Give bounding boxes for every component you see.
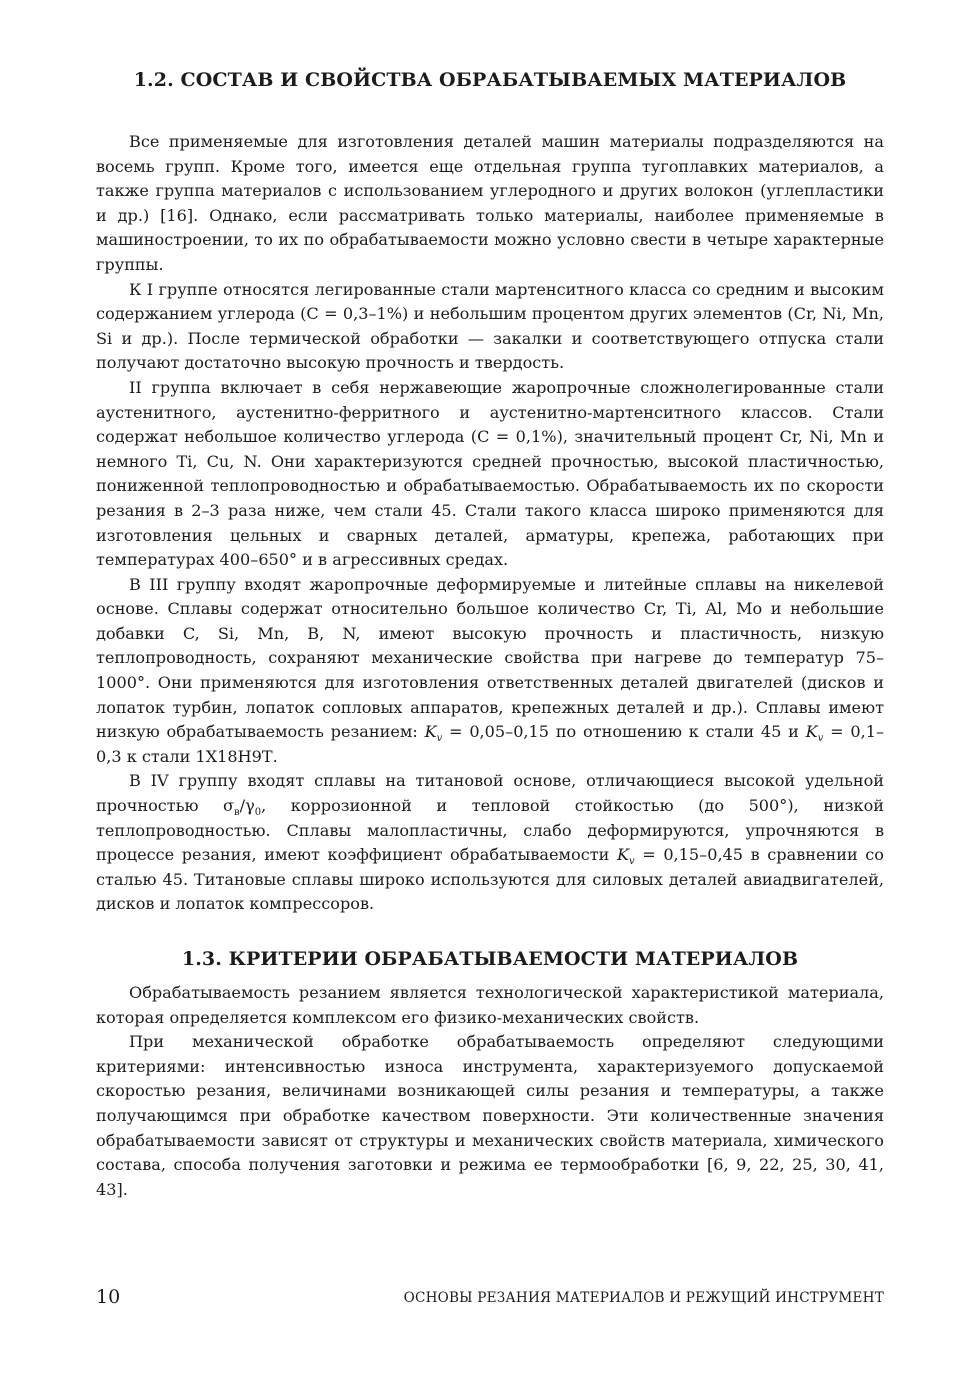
text-run: В IV группу входят сплавы на титановой основе, отличающиеся высокой удельной прочностью σ <box>96 771 884 816</box>
gamma-subscript: 0 <box>254 807 262 819</box>
gamma-symbol: /γ <box>239 796 255 816</box>
page-footer <box>96 1286 884 1312</box>
section-heading-1-2: 1.2. СОСТАВ И СВОЙСТВА ОБРАБАТЫВАЕМЫХ МАТЕРИАЛОВ <box>133 69 847 91</box>
text-run: = 0,1–0,3 к стали 1Х18Н9Т. <box>96 722 885 766</box>
paragraph-1-3-criteria: При механической обработке обрабатываемость определяют следующими критериями: интенсивностью износа инструмента, характеризуемого допускаемой скоростью резания, величинами возникающей силы резания и температуры, а также получающимся при обработке качеством поверхности. Эти количественные значения обрабатываемости зависят от структуры и механических свойств материала, химического состава, способа получения заготовки и режима ее термообработки [6, 9, 22, 25, 30, 41, 43]. <box>96 1032 884 1199</box>
page-number: 10 <box>96 1286 121 1308</box>
running-title: ОСНОВЫ РЕЗАНИЯ МАТЕРИАЛОВ И РЕЖУЩИЙ ИНСТРУМЕНТ <box>403 1290 884 1306</box>
paragraph-group-1: К I группе относятся легированные стали мартенситного класса со средним и высоким содержанием углерода (C = 0,3–1%) и небольшим процентом других элементов (Cr, Ni, Mn, Si и др.). После термической обработки — закалки и соответствующего отпуска стали получают достаточно высокую прочность и твердость. <box>96 279 884 373</box>
section-heading-1-3: 1.3. КРИТЕРИИ ОБРАБАТЫВАЕМОСТИ МАТЕРИАЛОВ <box>181 948 799 970</box>
text-run: В III группу входят жаропрочные деформируемые и литейные сплавы на никелевой основе. Сплавы содержат относительно большое количество Cr, Ti, Al, Mo и небольшие добавки C, Si, Mn, B, N, имеют высокую прочность и пластичность, низкую теплопроводность, сохраняют механические свойства при нагреве до температур 75–1000°. Они применяются для изготовления ответственных деталей двигателей (дисков и лопаток турбин, лопаток сопловых аппаратов, крепежных деталей и др.). Сплавы имеют низкую обрабатываемость резанием: <box>96 574 884 742</box>
paragraph-group-3 <box>96 573 884 770</box>
kv-symbol: K <box>616 845 629 865</box>
kv-subscript: v <box>817 733 824 745</box>
text-run: , коррозионной и тепловой стойкостью (до 500°), низкой теплопроводностью. Сплавы малопластичны, слабо деформируются, упрочняются в процессе резания, имеют коэффициент обрабатываемости <box>96 796 884 865</box>
kv-symbol: K <box>424 722 437 742</box>
sigma-subscript: в <box>234 807 240 819</box>
paragraph-group-2: II группа включает в себя нержавеющие жаропрочные сложнолегированные стали аустенитного, аустенитно-ферритного и аустенитно-мартенситного классов. Стали содержат небольшое количество углерода (C = 0,1%), значительный процент Cr, Ni, Mn и немного Ti, Cu, N. Они характеризуются средней прочностью, высокой пластичностью, пониженной теплопроводностью и обрабатываемостью. Обрабатываемость их по скорости резания в 2–3 раза ниже, чем стали 45. Стали такого класса широко применяются для изготовления цельных и сварных деталей, арматуры, крепежа, работающих при температурах 400–650° и в агрессивных средах. <box>96 377 884 570</box>
text-run: = 0,15–0,45 в сравнении со сталью 45. Титановые сплавы широко используются для силовых деталей авиадвигателей, дисков и лопаток компрессоров. <box>96 845 884 914</box>
paragraph-1-2-intro: Все применяемые для изготовления деталей машин материалы подразделяются на восемь групп. Кроме того, имеется еще отдельная группа тугоплавких материалов, а также группа материалов с использованием углеродного и других волокон (углепластики и др.) [16]. Однако, если рассматривать только материалы, наиболее применяемые в машиностроении, то их по обрабатываемости можно условно свести в четыре характерные группы. <box>96 132 884 274</box>
paragraph-1-3-intro: Обрабатываемость резанием является технологической характеристикой материала, которая определяется комплексом его физико-механических свойств. <box>96 983 884 1027</box>
page-body <box>96 68 884 1202</box>
paragraph-group-4 <box>96 769 884 917</box>
text-run: = 0,05–0,15 по отношению к стали 45 и <box>442 722 806 742</box>
kv-symbol: K <box>805 722 818 742</box>
kv-subscript: v <box>628 856 635 868</box>
kv-subscript: v <box>436 733 443 745</box>
